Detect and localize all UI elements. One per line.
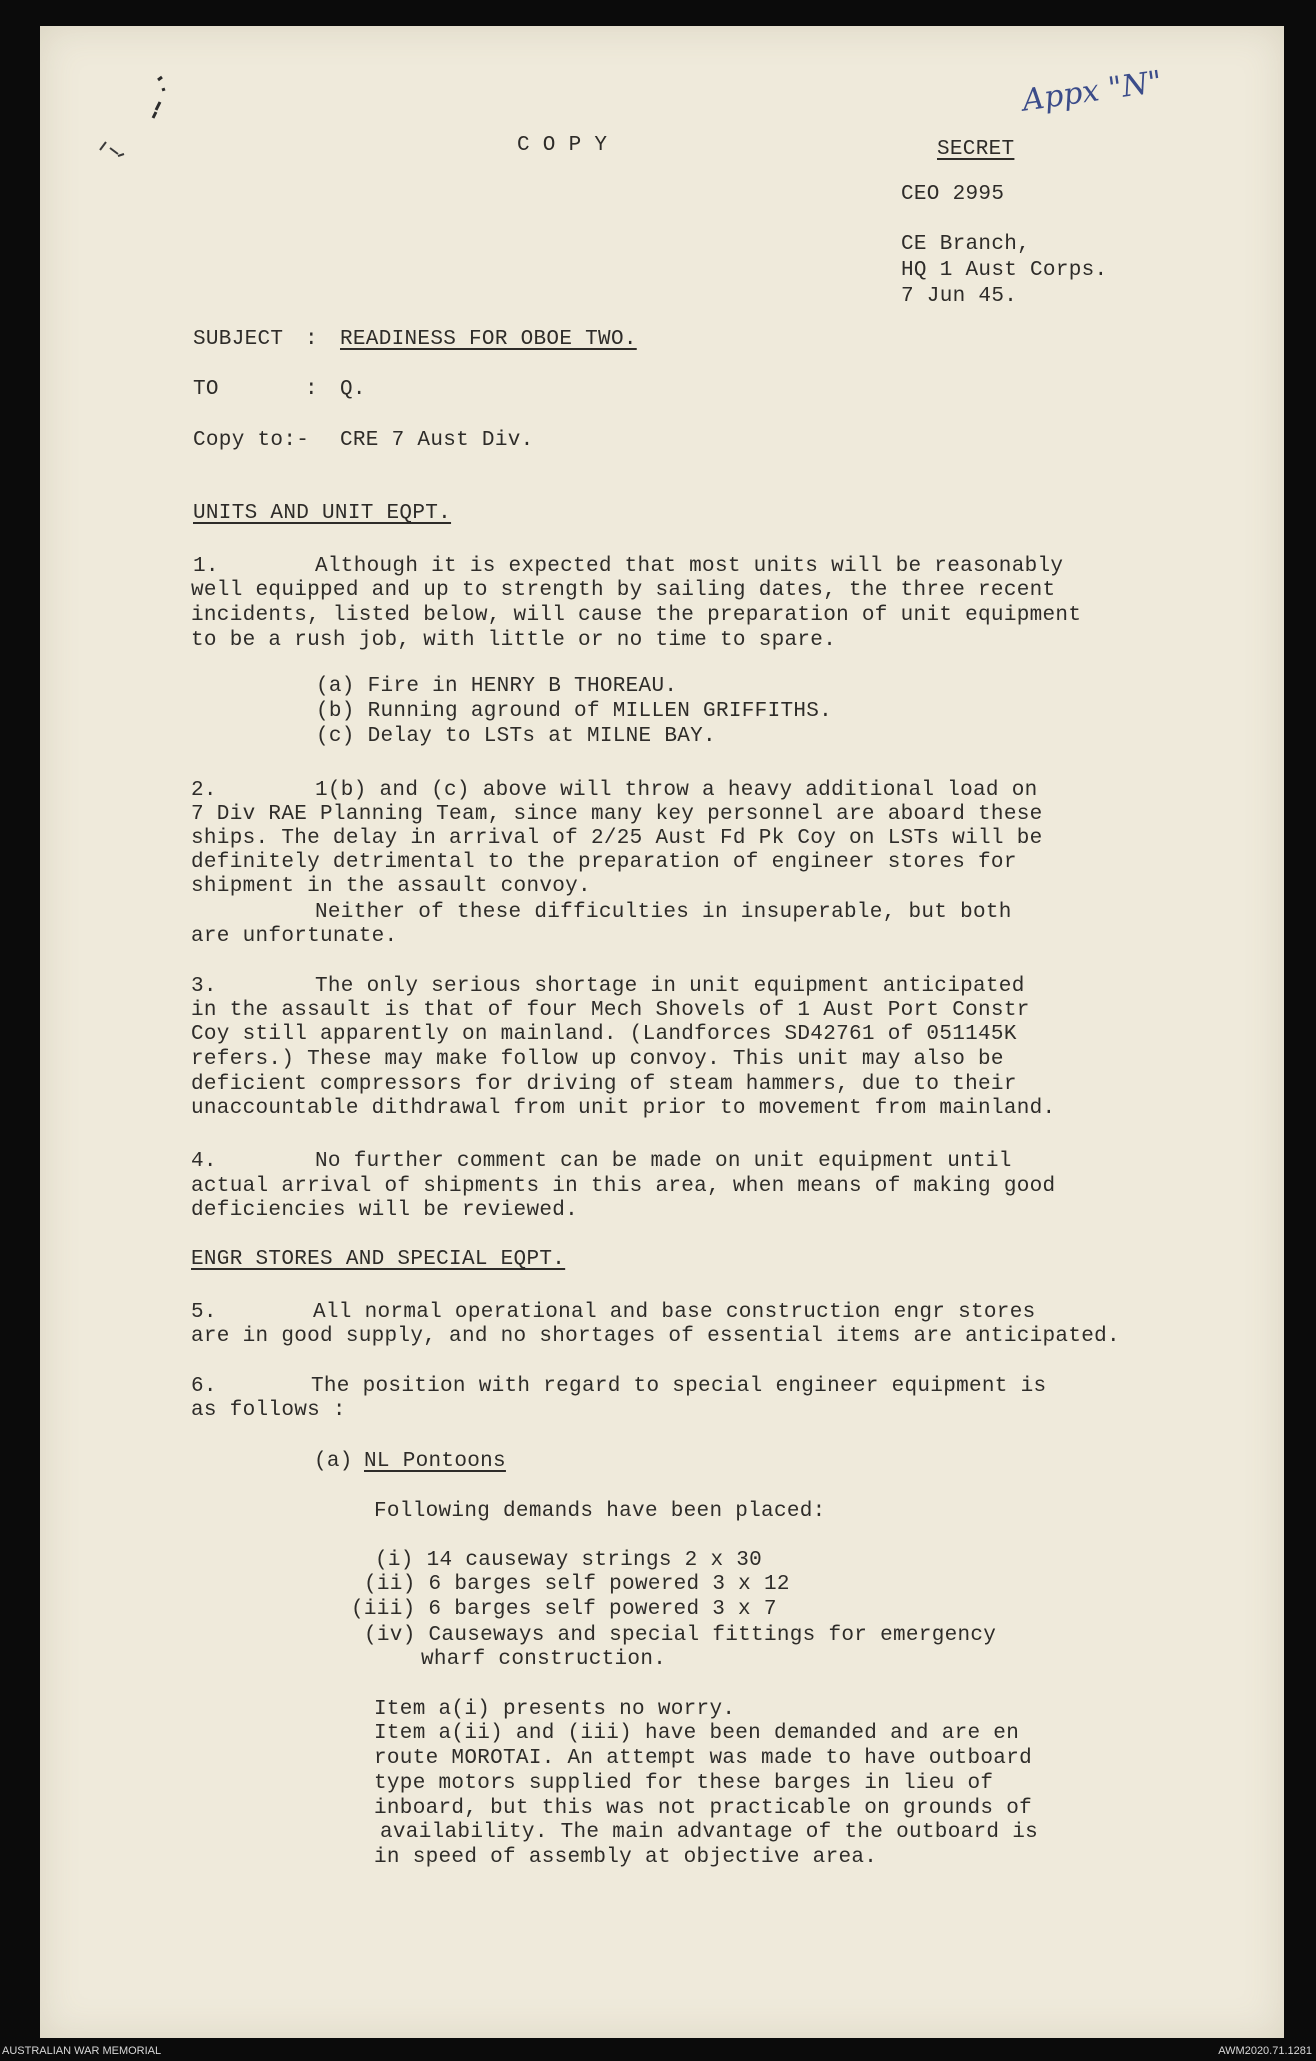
paragraph-number: 3.: [191, 975, 217, 998]
paragraph-1-line: well equipped and up to strength by sailing dates, the three recent: [191, 579, 1056, 602]
paragraph-4-line: No further comment can be made on unit equipment until: [315, 1150, 1012, 1173]
paragraph-5-line: All normal operational and base construction engr stores: [313, 1301, 1036, 1324]
subject-separator: :: [305, 328, 318, 351]
paragraph-3-line: Coy still apparently on mainland. (Landforces SD42761 of 051145K: [191, 1023, 1017, 1046]
demand-item: (ii) 6 barges self powered 3 x 12: [364, 1573, 790, 1596]
incident-item: (b) Running aground of MILLEN GRIFFITHS.: [316, 700, 833, 723]
paragraph-2-line: shipment in the assault convoy.: [191, 875, 591, 898]
demands-intro: Following demands have been placed:: [374, 1500, 826, 1523]
paragraph-2-line: Neither of these difficulties in insuperable, but both: [315, 901, 1012, 924]
note-line: inboard, but this was not practicable on grounds of: [374, 1797, 1033, 1820]
paragraph-2-line: ships. The delay in arrival of 2/25 Aust Fd Pk Coy on LSTs will be: [191, 827, 1043, 850]
paragraph-4-line: deficiencies will be reviewed.: [191, 1199, 579, 1222]
demand-item: wharf construction.: [421, 1648, 667, 1671]
paragraph-number: 5.: [191, 1301, 217, 1324]
note-line: route MOROTAI. An attempt was made to have outboard: [374, 1747, 1033, 1770]
sub-item-label: (a): [314, 1450, 353, 1473]
copy-to-label: Copy to:-: [193, 429, 310, 452]
section-heading-stores: ENGR STORES AND SPECIAL EQPT.: [191, 1248, 566, 1271]
paragraph-number: 4.: [191, 1150, 217, 1173]
incident-item: (a) Fire in HENRY B THOREAU.: [316, 675, 678, 698]
paragraph-1-line: to be a rush job, with little or no time to spare.: [191, 629, 837, 652]
reference-number: CEO 2995: [901, 183, 1005, 206]
paragraph-3-line: refers.) These may make follow up convoy. This unit may also be: [191, 1048, 1004, 1071]
incident-item: (c) Delay to LSTs at MILNE BAY.: [316, 725, 716, 748]
paragraph-2-line: 7 Div RAE Planning Team, since many key personnel are aboard these: [191, 803, 1043, 826]
sub-item-heading: NL Pontoons: [364, 1450, 506, 1473]
note-line: Item a(i) presents no worry.: [374, 1698, 736, 1721]
note-line: in speed of assembly at objective area.: [374, 1846, 878, 1869]
note-line: Item a(ii) and (iii) have been demanded and are en: [374, 1722, 1020, 1745]
subject-label: SUBJECT: [193, 328, 284, 351]
from-line-1: CE Branch,: [901, 233, 1031, 256]
paragraph-3-line: unaccountable dithdrawal from unit prior to movement from mainland.: [191, 1097, 1056, 1120]
to-separator: :: [305, 378, 318, 401]
demand-item: (i) 14 causeway strings 2 x 30: [375, 1549, 763, 1572]
paragraph-3-line: in the assault is that of four Mech Shovels of 1 Aust Port Constr: [191, 999, 1030, 1022]
paragraph-number: 2.: [191, 779, 217, 802]
section-heading-units: UNITS AND UNIT EQPT.: [193, 502, 452, 525]
paragraph-3-line: deficient compressors for driving of steam hammers, due to their: [191, 1073, 1017, 1096]
paragraph-6-line: The position with regard to special engineer equipment is: [311, 1375, 1047, 1398]
classification: SECRET: [937, 138, 1015, 161]
footer-left: AUSTRALIAN WAR MEMORIAL: [2, 2045, 162, 2057]
footer-right: AWM2020.71.1281: [1218, 2045, 1312, 2057]
paragraph-1-line: incidents, listed below, will cause the preparation of unit equipment: [191, 604, 1082, 627]
paragraph-3-line: The only serious shortage in unit equipment anticipated: [315, 975, 1025, 998]
copy-label: C O P Y: [517, 134, 608, 157]
note-line: availability. The main advantage of the outboard is: [380, 1821, 1039, 1844]
pencil-marks: [70, 60, 190, 170]
paragraph-number: 1.: [193, 555, 219, 578]
to-label: TO: [193, 378, 219, 401]
paragraph-4-line: actual arrival of shipments in this area, when means of making good: [191, 1175, 1056, 1198]
subject-text: READINESS FOR OBOE TWO.: [340, 328, 637, 351]
demand-item: (iv) Causeways and special fittings for emergency: [364, 1624, 997, 1647]
to-text: Q.: [340, 378, 366, 401]
from-line-2: HQ 1 Aust Corps.: [901, 259, 1108, 282]
paragraph-2-line: are unfortunate.: [191, 925, 398, 948]
note-line: type motors supplied for these barges in lieu of: [374, 1772, 994, 1795]
paragraph-number: 6.: [191, 1375, 217, 1398]
from-line-3: 7 Jun 45.: [901, 285, 1018, 308]
paragraph-6-line: as follows :: [191, 1399, 346, 1422]
copy-to-text: CRE 7 Aust Div.: [340, 429, 534, 452]
handwritten-annotation: Appx "N": [1020, 64, 1165, 119]
paragraph-5-line: are in good supply, and no shortages of essential items are anticipated.: [191, 1325, 1120, 1348]
paragraph-1-line: Although it is expected that most units will be reasonably: [315, 555, 1064, 578]
demand-item: (iii) 6 barges self powered 3 x 7: [351, 1598, 777, 1621]
paragraph-2-line: 1(b) and (c) above will throw a heavy additional load on: [315, 779, 1038, 802]
paragraph-2-line: definitely detrimental to the preparation of engineer stores for: [191, 851, 1017, 874]
